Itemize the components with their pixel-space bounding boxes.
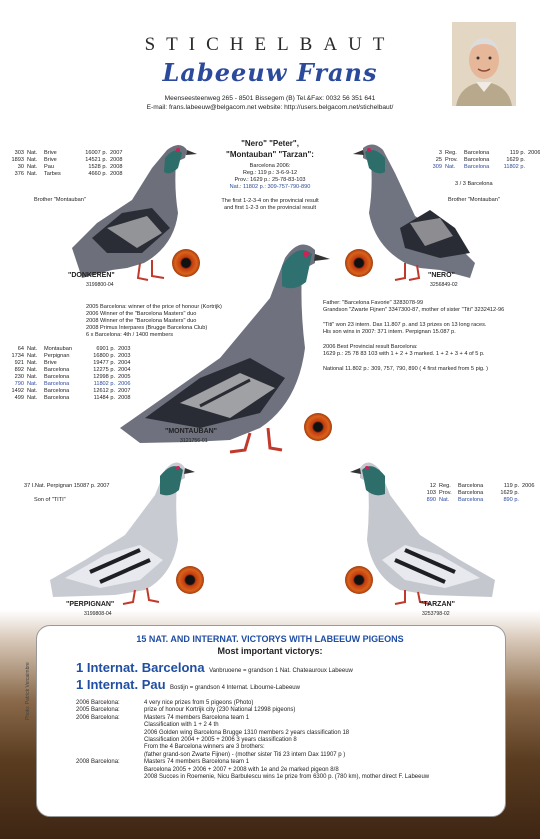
result-cell [528, 164, 540, 171]
montauban-grandson: Grandson "Zwarte Fijnen" 3347300-87, mother of sister "Titi" 3232412-96 [323, 307, 505, 313]
result-cell: Barcelona [464, 157, 490, 163]
center-line2: Reg.: 119 p.: 3-6-9-12 [242, 170, 298, 176]
result-cell: Nat. [27, 360, 38, 366]
victory-row [76, 737, 429, 744]
result-cell: 303 [14, 150, 24, 156]
victory-row-label [76, 767, 144, 774]
result-cell: 2008 [118, 395, 131, 401]
montauban-pigeon-image [110, 228, 335, 463]
victory-pau-title: 1 Internat. Pau [76, 677, 166, 692]
result-cell: Barcelona [464, 150, 490, 156]
result-cell: 2004 [118, 360, 131, 366]
result-cell: 499 [14, 395, 24, 401]
result-cell: 16007 p. [85, 150, 107, 156]
result-cell: 2006 [528, 150, 540, 156]
tarzan-ring: 3253798-02 [422, 611, 450, 617]
honour-line: 2006 Winner of the "Barcelona Masters" duo [86, 311, 197, 317]
result-cell: 119 p. [503, 483, 519, 489]
result-cell: 11802 p. [93, 381, 115, 387]
victory-row [76, 759, 429, 766]
result-cell: 309 [432, 164, 442, 170]
victory-row-text: Masters 74 members Barcelona team 1 [144, 714, 250, 721]
victory-row-text: Classification 2004 + 2005 + 2006 3 years classification 8 [144, 737, 297, 744]
result-cell: Nat. [445, 164, 456, 170]
victory-row-label [76, 722, 144, 729]
result-cell: 2003 [118, 346, 131, 352]
victory-row-label [76, 737, 144, 744]
center-line5: The first 1-2-3-4 on the provincial result [221, 198, 319, 204]
result-cell: Tarbes [44, 171, 61, 177]
page-subtitle: Labeeuw Frans [162, 58, 378, 87]
result-cell: Nat. [27, 157, 38, 163]
donkeren-note: Brother "Montauban" [34, 197, 86, 203]
victory-barcelona [76, 659, 353, 677]
result-cell: 376 [14, 171, 24, 177]
result-cell: Nat. [27, 171, 38, 177]
result-cell: Brive [44, 150, 57, 156]
result-cell: Perpignan [44, 353, 70, 359]
result-cell: Prov. [439, 490, 452, 496]
victory-row-label [76, 744, 144, 751]
nero-eye-image [345, 249, 373, 277]
result-cell [522, 490, 538, 497]
result-cell: 2006 [522, 483, 535, 489]
victories-subheading: Most important victorys: [217, 646, 323, 656]
victories-heading: 15 NAT. AND INTERNAT. VICTORYS WITH LABEEUW PIGEONS [136, 634, 404, 644]
result-cell: 790 [14, 381, 24, 387]
result-cell: Nat. [439, 497, 450, 503]
honour-line: 6 x Barcelona: 4th / 1400 members [86, 332, 174, 338]
perpignan-eye-image [176, 566, 204, 594]
result-cell: 11484 p. [93, 395, 115, 401]
result-cell [522, 497, 538, 504]
honour-line: 2008 Winner of the "Barcelona Masters" duo [86, 318, 197, 324]
result-cell: 2008 [110, 164, 123, 170]
result-cell: 230 [14, 374, 24, 380]
result-cell: Barcelona [458, 483, 484, 489]
nero-ring: 3256849-02 [430, 282, 458, 288]
victory-barcelona-title: 1 Internat. Barcelona [76, 660, 205, 675]
victory-row-text: 4 very nice prizes from 5 pigeons (Photo) [144, 700, 254, 706]
victory-row [76, 730, 429, 737]
result-cell: 12275 p. [93, 367, 115, 373]
result-cell [528, 157, 540, 164]
victory-pau [76, 676, 300, 694]
result-cell: 25 [435, 157, 442, 163]
photo-credit: Photo: Patrick Vercaimbre [25, 662, 31, 720]
result-cell: 6901 p. [96, 346, 115, 352]
victory-row-text: Barcelona 2005 + 2006 + 2007 + 2008 with 1e and 2e marked pigeon 8/8 [144, 766, 339, 773]
center-title-line1: "Nero" "Peter", [241, 139, 299, 148]
result-cell: 11802 p. [503, 164, 525, 170]
honour-line: 2008 Primus Interpares (Brugge Barcelona Club) [86, 325, 208, 331]
result-cell: Barcelona [458, 497, 484, 503]
victory-row [76, 700, 429, 707]
owner-portrait [452, 22, 516, 106]
victory-row-text: (father grand-son Zwarte Fijnen) - (mother sister Titi 23 intern Dax 11907 p ) [144, 751, 346, 758]
perpignan-result: 37 I.Nat. Perpignan 15087 p. 2007 [24, 483, 110, 489]
victory-row-text: From the 4 Barcelona winners are 3 brothers: [144, 744, 265, 751]
montauban-father: Father: "Barcelona Favorie" 3283078-99 [323, 300, 424, 306]
nero-name: "NERO" [428, 272, 455, 279]
montauban-titi2: His son wins in 2007: 371 intern. Perpignan 15.087 p. [323, 329, 456, 335]
montauban-name: "MONTAUBAN" [165, 428, 218, 435]
result-cell: 12612 p. [93, 388, 115, 394]
result-cell: Montauban [44, 346, 72, 352]
result-cell: 14521 p. [85, 157, 107, 163]
result-cell: Prov. [445, 157, 458, 163]
result-cell: Barcelona [44, 381, 70, 387]
result-cell: 1629 p. [500, 490, 519, 496]
result-cell: 2006 [118, 381, 131, 387]
montauban-pedigree [323, 300, 504, 373]
result-cell: 890 p. [503, 497, 519, 503]
center-line3: Prov.: 1629 p.: 25-78-83-103 [234, 177, 306, 183]
victory-row [76, 715, 429, 722]
victory-row [76, 722, 429, 729]
center-title-line2: "Montauban" "Tarzan": [226, 150, 314, 159]
result-cell: Barcelona [44, 395, 70, 401]
result-cell: 2008 [110, 171, 123, 177]
result-cell: Barcelona [44, 388, 70, 394]
result-cell: 16800 p. [93, 353, 115, 359]
victory-row [76, 767, 429, 774]
result-cell: Reg. [439, 483, 451, 489]
result-cell: Nat. [27, 164, 38, 170]
result-cell: 2008 [110, 157, 123, 163]
result-cell: Nat. [27, 150, 38, 156]
result-cell: 1528 p. [88, 164, 107, 170]
result-cell: Nat. [27, 374, 38, 380]
victory-row-label [76, 752, 144, 759]
victory-row-text: 2006 Golden wing Barcelona Brugge 1310 members 2 years classification 18 [144, 729, 350, 736]
nero-extra: 3 / 3 Barcelona [455, 181, 493, 187]
victory-row-text: 2008 Succes in Roemenie, Nicu Barbulescu wins 1e prize from 6300 p. (780 km), mother direct F. Labeeuw [144, 774, 430, 781]
result-cell: 2003 [118, 353, 131, 359]
result-cell: 921 [14, 360, 24, 366]
result-cell: 103 [426, 490, 436, 496]
victory-pau-note: Bostijn = grandson 4 Internat. Libourne-Labeeuw [170, 685, 300, 691]
perpignan-ring: 3199808-04 [84, 611, 112, 617]
donkeren-ring: 3199800-04 [86, 282, 114, 288]
contact-line: E-mail: frans.labeeuw@belgacom.net website: http://users.belgacom.net/stichelbaut/ [146, 104, 394, 111]
victory-row-label [76, 774, 144, 781]
victory-row [76, 744, 429, 751]
result-cell: 1629 p. [506, 157, 525, 163]
nero-note: Brother "Montauban" [448, 197, 500, 203]
victory-row-text: prize of honour Kortrijk city (230 National 12998 pigeons) [144, 707, 296, 714]
result-cell: 30 [17, 164, 24, 170]
result-cell: 3 [438, 150, 442, 156]
center-info [195, 163, 345, 212]
montauban-best1: 2006 Best Provincial result Barcelona: [323, 344, 418, 350]
result-cell: 4660 p. [88, 171, 107, 177]
tarzan-eye-image [345, 566, 373, 594]
address-line: Meenseesteenweg 265 - 8501 Bissegem (B) Tel.&Fax: 0032 56 351 641 [164, 95, 376, 102]
perpignan-note: Son of "TITI" [34, 497, 66, 503]
montauban-ring: 3121756-01 [180, 438, 208, 444]
montauban-best2: 1629 p.: 25 78 83 103 with 1 + 2 + 3 marked. 1 + 2 + 3 + 4 of 5 p. [323, 351, 485, 357]
result-cell: 1893 [11, 157, 24, 163]
tarzan-name: "TARZAN" [420, 601, 455, 608]
result-cell: 2007 [118, 388, 131, 394]
result-cell: 64 [17, 346, 24, 352]
center-line1: Barcelona 2006: [249, 163, 291, 169]
victory-row-label: 2006 Barcelona: [76, 700, 120, 706]
honour-line: 2005 Barcelona: winner of the price of honour (Kortrijk) [86, 304, 222, 310]
result-cell: 1492 [11, 388, 24, 394]
result-cell: Nat. [27, 353, 38, 359]
perpignan-name: "PERPIGNAN" [66, 601, 115, 608]
victory-row-text: Masters 74 members Barcelona team 1 [144, 759, 250, 766]
victory-row-label: 2006 Barcelona: [76, 714, 120, 721]
result-cell: Nat. [27, 367, 38, 373]
result-cell: Brive [44, 360, 57, 366]
tarzan-pigeon-image [350, 450, 500, 615]
result-cell: 2005 [118, 374, 131, 380]
victory-row [76, 774, 429, 781]
result-cell: Barcelona [44, 374, 70, 380]
victories-list [76, 700, 429, 781]
center-line4: Nat.: 11802 p.: 309-757-790-890 [229, 184, 311, 190]
result-cell: 890 [426, 497, 436, 503]
perpignan-pigeon-image [45, 450, 195, 615]
page-title: STICHELBAUT [144, 34, 396, 55]
result-cell: Barcelona [464, 164, 490, 170]
result-cell: 2004 [118, 367, 131, 373]
montauban-eye-image [304, 413, 332, 441]
result-cell: Barcelona [44, 367, 70, 373]
victory-row-label: 2008 Barcelona: [76, 759, 120, 766]
result-cell: 12 [429, 483, 436, 489]
center-title [195, 138, 345, 160]
donkeren-name: "DONKEREN" [68, 272, 115, 279]
result-cell: Reg. [445, 150, 457, 156]
victory-row-label [76, 730, 144, 737]
result-cell: 119 p. [509, 150, 525, 156]
result-cell: Nat. [27, 346, 38, 352]
result-cell: Brive [44, 157, 57, 163]
result-cell: Nat. [27, 381, 38, 387]
montauban-titi1: "Titi" won 23 intern. Dax 11.807 p. and 13 prizes on 13 long races. [323, 322, 487, 328]
result-cell: 19477 p. [93, 360, 115, 366]
center-line6: and first 1-2-3 on the provincial result [223, 205, 317, 211]
victory-row-label: 2005 Barcelona: [76, 707, 120, 714]
victory-row-text: Classification with 1 + 2 4 th [144, 722, 219, 729]
victory-row [76, 752, 429, 759]
result-cell: Pau [44, 164, 54, 170]
result-cell: Nat. [27, 388, 38, 394]
montauban-national: National 11.802 p.: 309, 757, 790, 890 ( 4 first marked from 5 pig. ) [323, 366, 489, 372]
result-cell: 2007 [110, 150, 123, 156]
result-cell: 12998 p. [93, 374, 115, 380]
result-cell: Barcelona [458, 490, 484, 496]
result-cell: 892 [14, 367, 24, 373]
victory-barcelona-note: Vanbruoene = grandson 1 Nat. Chateauroux Labeeuw [209, 668, 353, 674]
result-cell: Nat. [27, 395, 38, 401]
victory-row [76, 707, 429, 714]
result-cell: 1734 [11, 353, 24, 359]
